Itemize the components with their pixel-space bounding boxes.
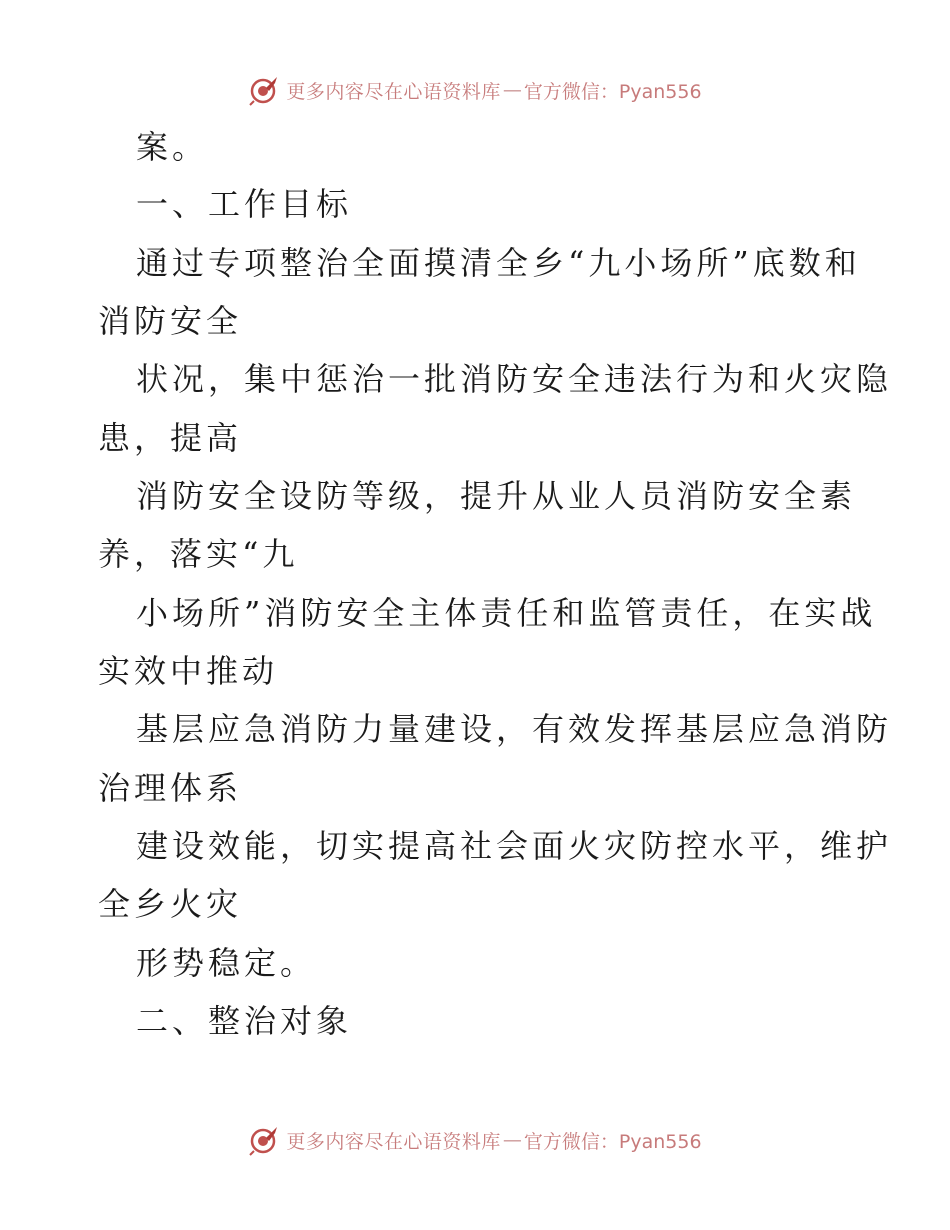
watermark-contact: 官方微信：Pyan556	[523, 1130, 702, 1153]
text-line: 形势稳定。	[136, 944, 317, 982]
watermark-contact: 官方微信：Pyan556	[523, 80, 702, 103]
text-line: 实效中推动	[98, 652, 279, 690]
text-line: 状况，集中惩治一批消防安全违法行为和火灾隐	[136, 360, 893, 398]
quill-logo-icon	[248, 1124, 280, 1156]
text-line: 小场所”消防安全主体责任和监管责任，在实战	[136, 594, 877, 632]
text-line: 案。	[136, 128, 209, 166]
text-line: 治理体系	[98, 769, 243, 807]
text-line: 消防安全设防等级，提升从业人员消防安全素	[136, 477, 857, 515]
text-line: 建设效能，切实提高社会面火灾防控水平，维护	[136, 827, 893, 865]
text-line: 消防安全	[98, 302, 243, 340]
text-line: 基层应急消防力量建设，有效发挥基层应急消防	[136, 710, 893, 748]
watermark-text: 更多内容尽在心语资料库	[286, 80, 501, 103]
text-line: 全乡火灾	[98, 885, 243, 923]
text-line: 患，提高	[98, 419, 243, 457]
watermark-dash: —	[502, 1129, 522, 1151]
section-heading: 二、整治对象	[136, 1002, 353, 1040]
watermark-dash: —	[502, 79, 522, 101]
quill-logo-icon	[248, 74, 280, 106]
text-line: 通过专项整治全面摸清全乡“九小场所”底数和	[136, 244, 861, 282]
header-watermark	[0, 70, 950, 110]
footer-watermark	[0, 1120, 950, 1160]
text-line: 养，落实“九	[98, 535, 299, 573]
watermark-text: 更多内容尽在心语资料库	[286, 1130, 501, 1153]
section-heading: 一、工作目标	[136, 185, 353, 223]
